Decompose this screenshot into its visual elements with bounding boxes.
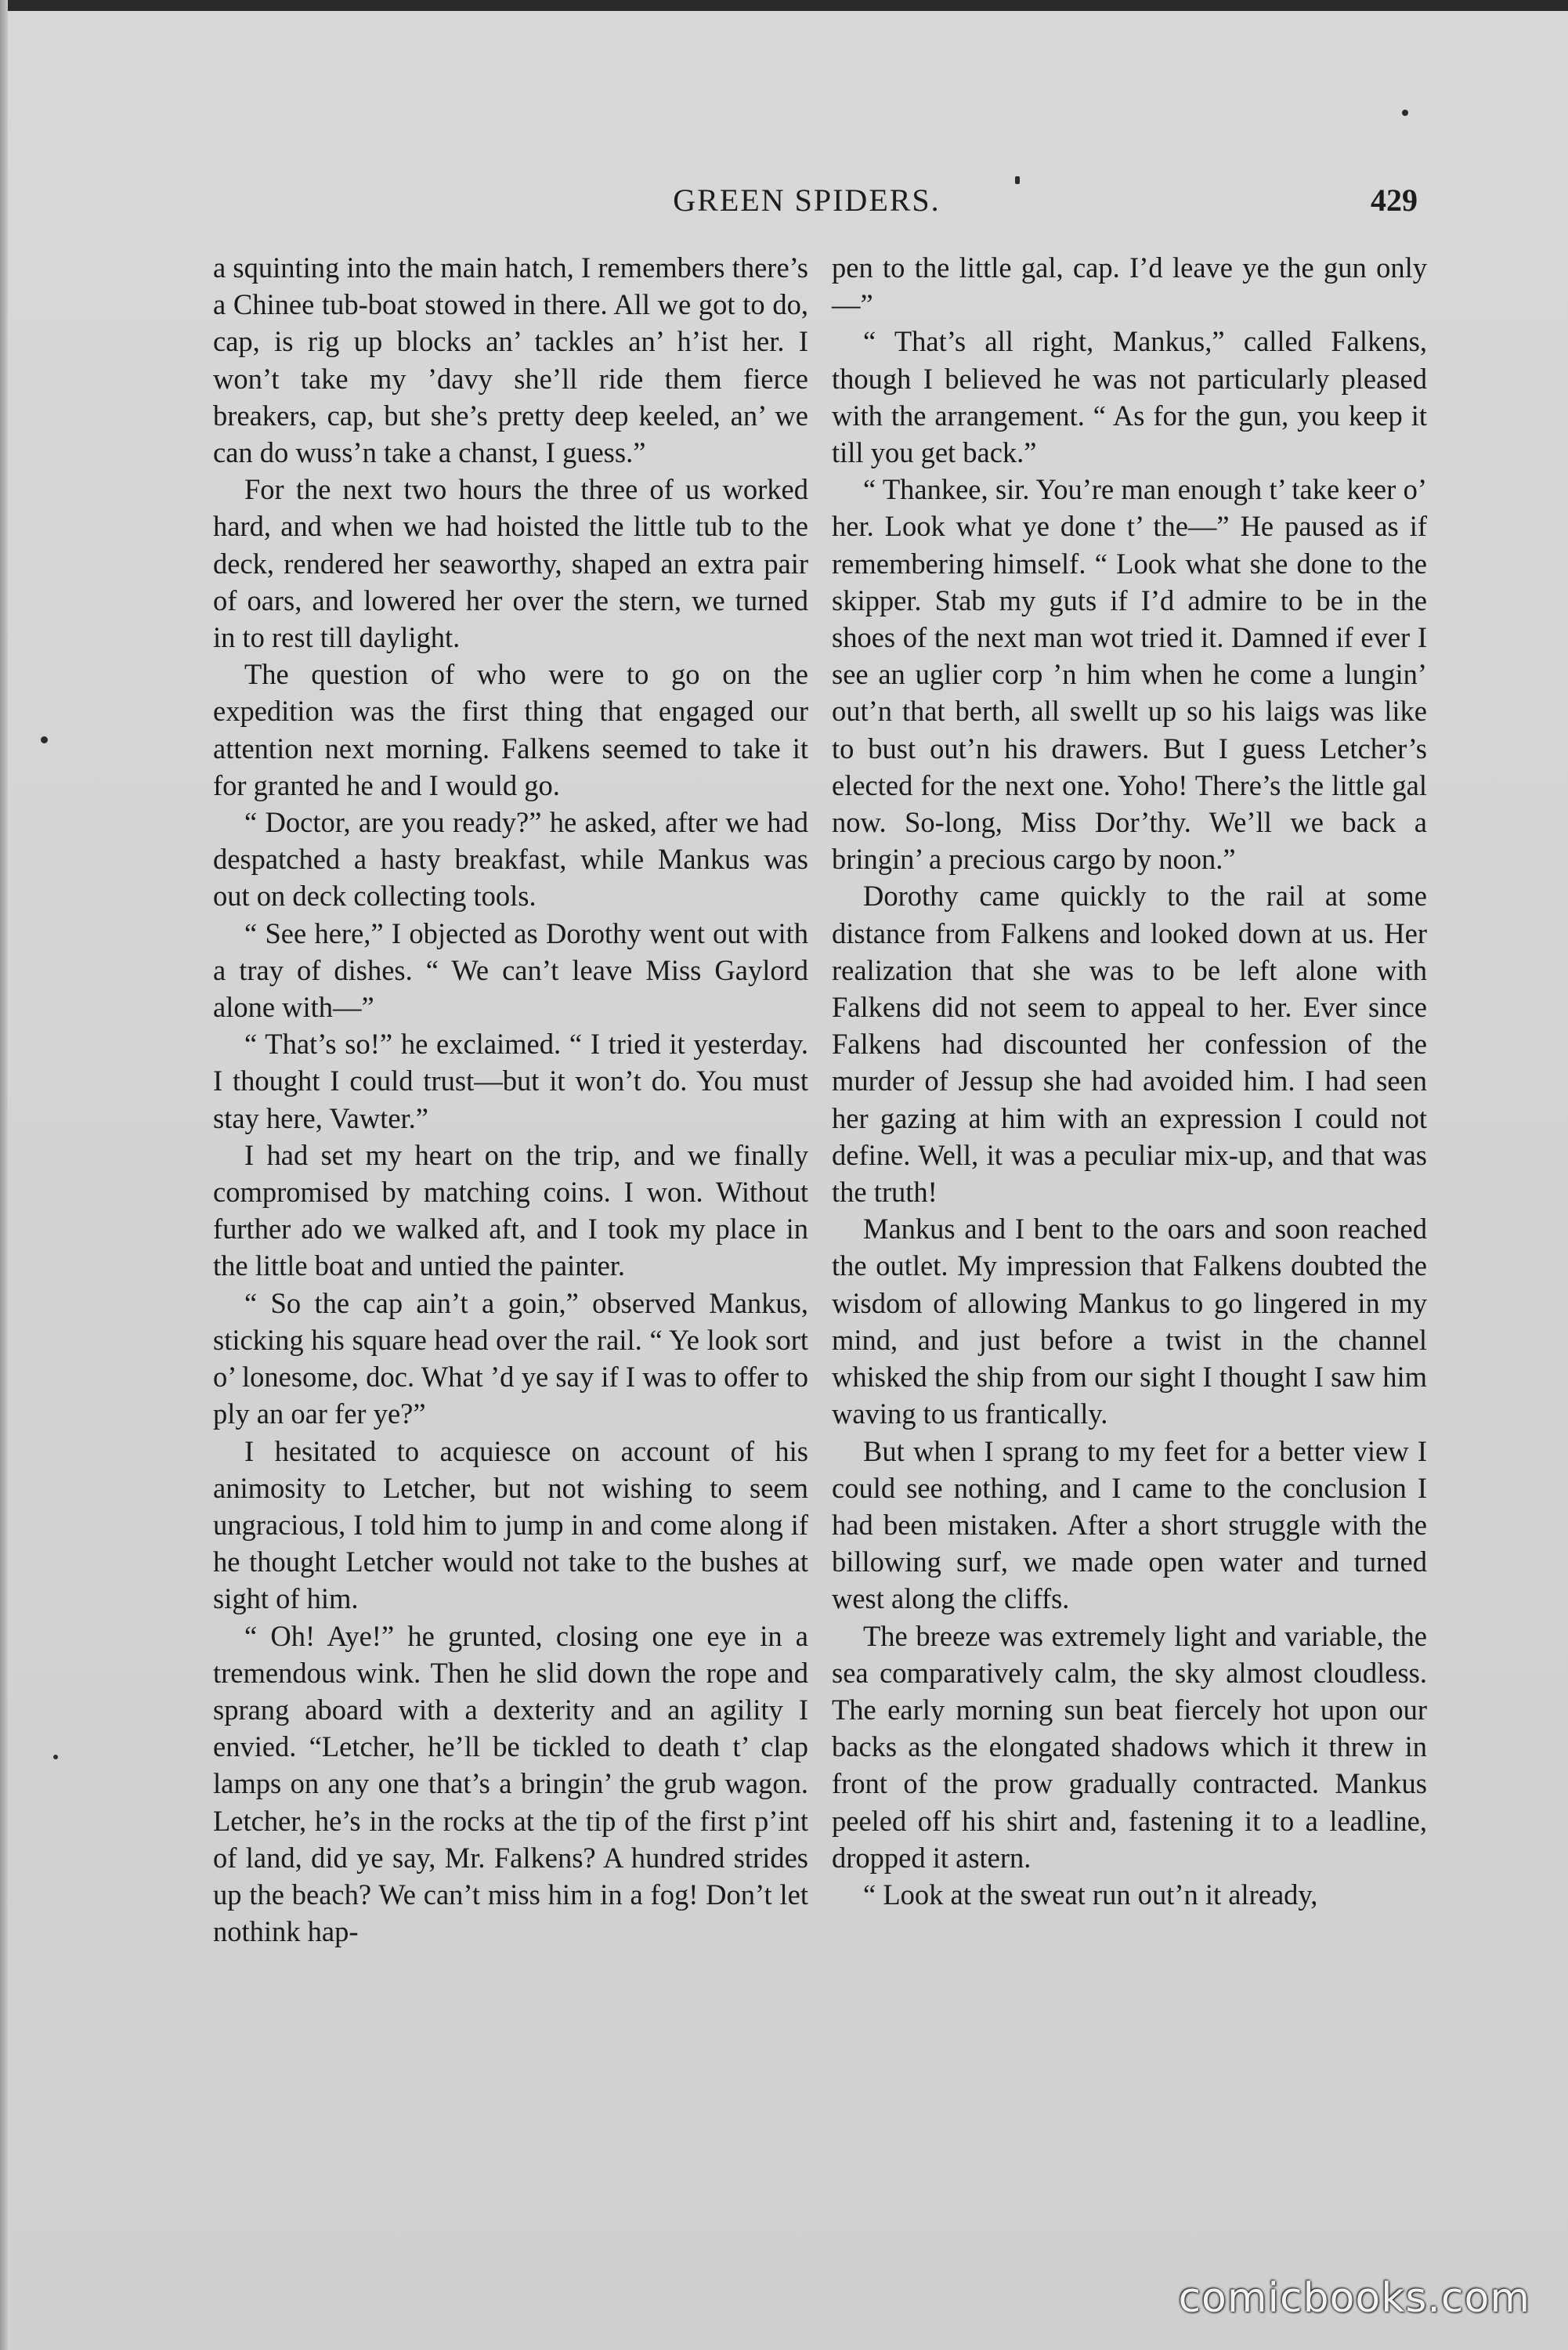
text-column-left	[213, 249, 808, 1950]
text-column-right	[832, 249, 1427, 1913]
page-header	[196, 182, 1418, 229]
page-top-edge	[0, 0, 1568, 11]
paragraph: a squinting into the main hatch, I remembers there’s a Chinee tub-boat stowed in there. All we got to do, cap, is rig up blocks an’ tackles an’ h’ist her. I won’t take my ’davy she’ll ride them fierce breakers, cap, but she’s pretty deep keeled, an’ we can do wuss’n take a chanst, I guess.”	[213, 251, 808, 469]
paragraph: “ That’s all right, Mankus,” called Falkens, though I believed he was not particularly pleased with the arrangement. “ As for the gun, you keep it till you get back.”	[832, 325, 1427, 469]
paragraph: I had set my heart on the trip, and we finally compromised by matching coins. I won. Without further ado we walked aft, and I took my place in the little boat and untied the painter.	[213, 1138, 808, 1282]
paragraph: “ So the cap ain’t a goin,” observed Mankus, sticking his square head over the rail. “ Ye look sort o’ lonesome, doc. What ’d ye say if I was to offer to ply an oar fer ye?”	[213, 1286, 808, 1430]
paragraph: “ See here,” I objected as Dorothy went out with a tray of dishes. “ We can’t leave Miss Gaylord alone with—”	[213, 916, 808, 1024]
paragraph: But when I sprang to my feet for a better view I could see nothing, and I came to the conclusion I had been mistaken. After a short struggle with the billowing surf, we made open water and turned west along the cliffs.	[832, 1434, 1427, 1615]
page-speck	[41, 736, 48, 743]
page-speck	[53, 1755, 58, 1759]
paragraph: The breeze was extremely light and variable, the sea comparatively calm, the sky almost cloudless. The early morning sun beat fiercely hot upon our backs as the elongated shadows which it threw in front of the prow gradually contracted. Mankus peeled off his shirt and, fastening it to a leadline, dropped it astern.	[832, 1619, 1427, 1874]
paragraph: For the next two hours the three of us worked hard, and when we had hoisted the little tub to the deck, rendered her seaworthy, shaped an extra pair of oars, and lowered her over the stern, we turned in to rest till daylight.	[213, 473, 808, 654]
page-left-edge	[0, 0, 8, 2350]
paragraph: “ Thankee, sir. You’re man enough t’ take keer o’ her. Look what ye done t’ the—” He paused as if remembering himself. “ Look what she done to the skipper. Stab my guts if I’d admire to be in the shoes of the next man wot tried it. Damned if ever I see an uglier corp ’n him when he come a lungin’ out’n that berth, all swellt up so his laigs was like to bust out’n his drawers. But I guess Letcher’s elected for the next one. Yoho! There’s the little gal now. So-long, Miss Dor’thy. We’ll we back a bringin’ a precious cargo by noon.”	[832, 473, 1427, 876]
paragraph: “ That’s so!” he exclaimed. “ I tried it yesterday. I thought I could trust—but it won’t do. You must stay here, Vawter.”	[213, 1028, 808, 1134]
paragraph: The question of who were to go on the expedition was the first thing that engaged our attention next morning. Falkens seemed to take it for granted he and I would go.	[213, 658, 808, 801]
paragraph: Mankus and I bent to the oars and soon reached the outlet. My impression that Falkens doubted the wisdom of allowing Mankus to go lingered in my mind, and just before a twist in the channel whisked the ship from our sight I thought I saw him waving to us frantically.	[832, 1213, 1427, 1430]
watermark: comicbooks.com	[1178, 2275, 1530, 2322]
paragraph: “ Oh! Aye!” he grunted, closing one eye in a tremendous wink. Then he slid down the rope and sprang aboard with a dexterity and an agility I envied. “Letcher, he’ll be tickled to death t’ clap lamps on any one that’s a bringin’ the grub wagon. Letcher, he’s in the rocks at the tip of the first p’int of land, did ye say, Mr. Falkens? A hundred strides up the beach? We can’t miss him in a fog! Don’t let nothink hap-	[213, 1619, 808, 1948]
page-number: 429	[1371, 183, 1418, 218]
paragraph: pen to the little gal, cap. I’d leave ye the gun only—”	[832, 251, 1427, 321]
paragraph: “ Doctor, are you ready?” he asked, after we had despatched a hasty breakfast, while Mankus was out on deck collecting tools.	[213, 806, 808, 913]
paragraph: Dorothy came quickly to the rail at some distance from Falkens and looked down at us. Her realization that she was to be left alone with Falkens did not seem to appeal to her. Ever since Falkens had discounted her confession of the murder of Jessup she had avoided him. I had seen her gazing at him with an expression I could not define. Well, it was a peculiar mix-up, and that was the truth!	[832, 880, 1427, 1209]
running-head: GREEN SPIDERS.	[673, 183, 941, 218]
paragraph: I hesitated to acquiesce on account of his animosity to Letcher, but not wishing to seem ungracious, I told him to jump in and come along if he thought Letcher would not take to the bushes at sight of him.	[213, 1434, 808, 1615]
paragraph: “ Look at the sweat run out’n it already,	[863, 1878, 1318, 1911]
page-speck	[1402, 110, 1408, 116]
